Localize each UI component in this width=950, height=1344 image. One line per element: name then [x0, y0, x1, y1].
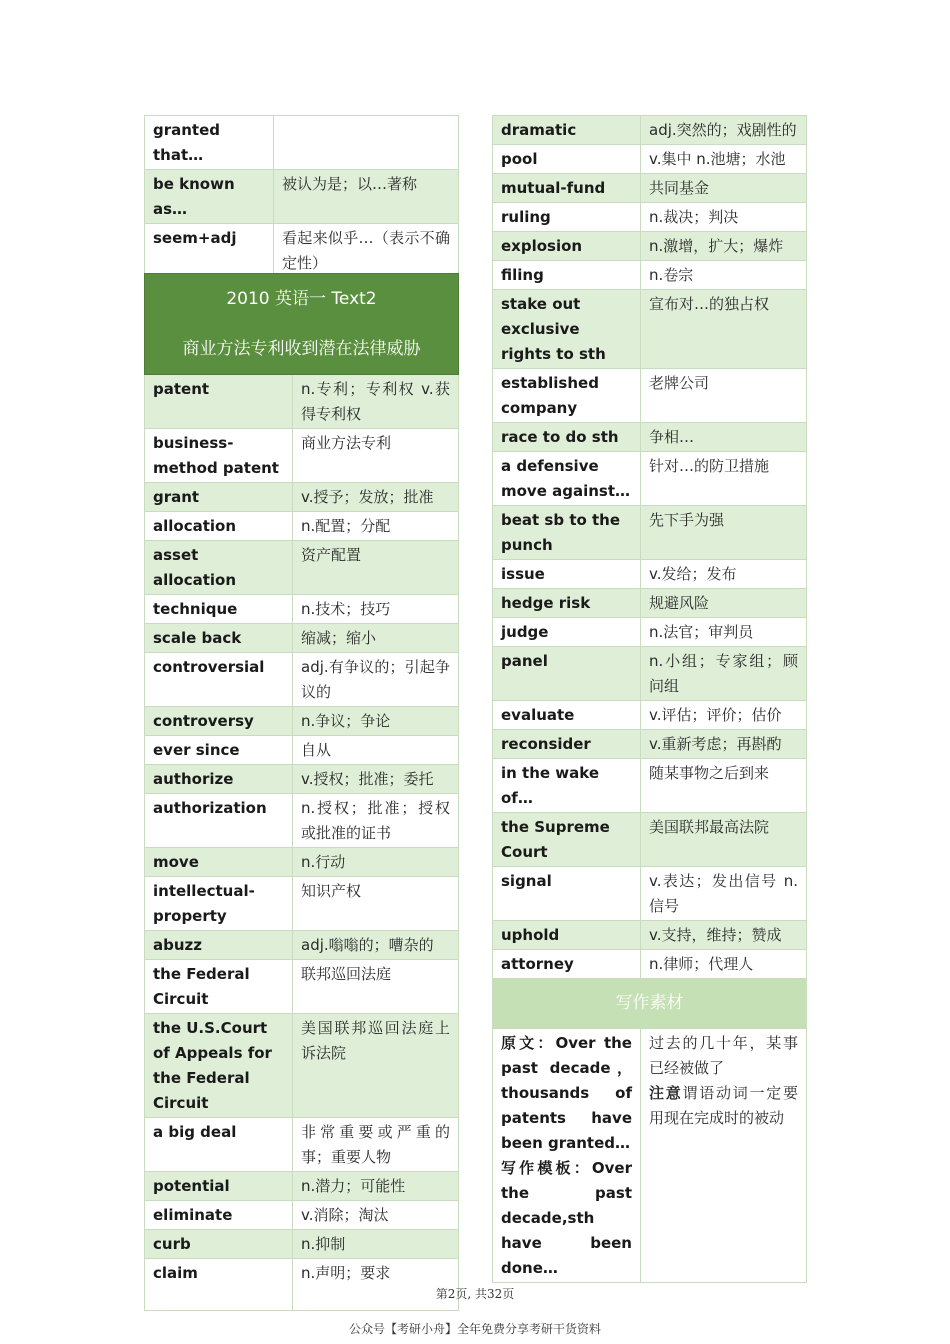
- term: race to do sth: [493, 423, 641, 452]
- term: issue: [493, 560, 641, 589]
- vocab-row: [145, 960, 459, 1014]
- term: explosion: [493, 232, 641, 261]
- vocab-row: [145, 224, 459, 278]
- definition: v.发给；发布: [641, 560, 807, 589]
- term: technique: [145, 595, 293, 624]
- term: be known as…: [145, 170, 274, 224]
- definition: n.抑制: [293, 1230, 459, 1259]
- term: scale back: [145, 624, 293, 653]
- definition: n.卷宗: [641, 261, 807, 290]
- term: stake out exclusive rights to sth: [493, 290, 641, 369]
- term: a defensive move against…: [493, 452, 641, 506]
- original-text: Over the past decade，thousands of patents have been granted…: [501, 1034, 632, 1152]
- vocab-row: [145, 429, 459, 483]
- definition: 争相…: [641, 423, 807, 452]
- vocab-row: [493, 423, 807, 452]
- term: potential: [145, 1172, 293, 1201]
- definition: adj.突然的；戏剧性的: [641, 116, 807, 145]
- definition: 美国联邦巡回法庭上诉法院: [293, 1014, 459, 1118]
- term: filing: [493, 261, 641, 290]
- definition: v.表达；发出信号 n.信号: [641, 867, 807, 921]
- vocab-table-right: [492, 115, 807, 1283]
- vocab-row: [145, 931, 459, 960]
- definition: 自从: [293, 736, 459, 765]
- term: authorization: [145, 794, 293, 848]
- writing-source-cell: [493, 1029, 641, 1283]
- vocab-row: [145, 541, 459, 595]
- vocab-row: [493, 701, 807, 730]
- vocab-row: [145, 1172, 459, 1201]
- definition: n.声明；要求: [293, 1259, 459, 1311]
- definition: 看起来似乎…（表示不确定性）: [274, 224, 459, 278]
- vocab-row: [493, 867, 807, 921]
- vocab-row: [493, 506, 807, 560]
- term: beat sb to the punch: [493, 506, 641, 560]
- term: granted that…: [145, 116, 274, 170]
- term: panel: [493, 647, 641, 701]
- definition: n.律师；代理人: [641, 950, 807, 979]
- vocab-row: [145, 595, 459, 624]
- definition: v.授权；批准；委托: [293, 765, 459, 794]
- vocab-row: [145, 707, 459, 736]
- translation-text: 过去的几十年，某事已经被做了: [649, 1034, 798, 1077]
- vocab-row: [145, 624, 459, 653]
- vocab-row: [145, 116, 459, 170]
- term: evaluate: [493, 701, 641, 730]
- term: pool: [493, 145, 641, 174]
- section-header: [145, 274, 459, 375]
- vocab-row: [493, 647, 807, 701]
- definition: 知识产权: [293, 877, 459, 931]
- term: established company: [493, 369, 641, 423]
- vocab-row: [493, 618, 807, 647]
- definition: 先下手为强: [641, 506, 807, 560]
- footer-note: 公众号【考研小舟】全年免费分享考研干货资料: [348, 1322, 601, 1336]
- vocab-row: [493, 589, 807, 618]
- vocab-row: [145, 483, 459, 512]
- term: patent: [145, 375, 293, 429]
- vocab-row: [145, 1230, 459, 1259]
- vocab-row: [493, 116, 807, 145]
- vocab-row: [493, 560, 807, 589]
- vocab-row: [145, 653, 459, 707]
- page-number: 第2页, 共32页: [435, 1287, 515, 1301]
- vocab-row: [493, 759, 807, 813]
- vocab-row: [493, 145, 807, 174]
- vocab-row: [145, 1118, 459, 1172]
- vocab-row: [493, 813, 807, 867]
- vocab-row: [145, 375, 459, 429]
- definition: 资产配置: [293, 541, 459, 595]
- vocab-table-top: [144, 115, 459, 278]
- template-label: 写作模板：: [501, 1159, 592, 1177]
- term: uphold: [493, 921, 641, 950]
- writing-translation-cell: [641, 1029, 807, 1283]
- definition: 共同基金: [641, 174, 807, 203]
- definition: n.争议；争论: [293, 707, 459, 736]
- definition: adj.有争议的；引起争议的: [293, 653, 459, 707]
- vocab-row: [493, 174, 807, 203]
- vocab-table-text2: [144, 273, 459, 1311]
- term: reconsider: [493, 730, 641, 759]
- term: judge: [493, 618, 641, 647]
- term: a big deal: [145, 1118, 293, 1172]
- definition: n.授权；批准；授权或批准的证书: [293, 794, 459, 848]
- definition: n.行动: [293, 848, 459, 877]
- definition: v.支持，维持；赞成: [641, 921, 807, 950]
- section-subtitle: 商业方法专利收到潜在法律威胁: [182, 339, 421, 359]
- term: hedge risk: [493, 589, 641, 618]
- vocab-row: [145, 512, 459, 541]
- term: signal: [493, 867, 641, 921]
- term: in the wake of…: [493, 759, 641, 813]
- definition: 宣布对…的独占权: [641, 290, 807, 369]
- vocab-row: [493, 290, 807, 369]
- term: intellectual-property: [145, 877, 293, 931]
- definition: n.潜力；可能性: [293, 1172, 459, 1201]
- term: the Supreme Court: [493, 813, 641, 867]
- term: asset allocation: [145, 541, 293, 595]
- term: ever since: [145, 736, 293, 765]
- definition: 缩减；缩小: [293, 624, 459, 653]
- term: mutual-fund: [493, 174, 641, 203]
- definition: 规避风险: [641, 589, 807, 618]
- template-text: Over the past decade,sth have been done…: [501, 1159, 632, 1277]
- vocab-row: [145, 170, 459, 224]
- term: business-method patent: [145, 429, 293, 483]
- term: controversial: [145, 653, 293, 707]
- definition: n.激增，扩大；爆炸: [641, 232, 807, 261]
- vocab-row: [493, 921, 807, 950]
- term: curb: [145, 1230, 293, 1259]
- vocab-row: [493, 261, 807, 290]
- vocab-row: [145, 1201, 459, 1230]
- original-label: 原文：: [501, 1034, 556, 1052]
- writing-heading: 写作素材: [493, 979, 807, 1029]
- vocab-row: [145, 736, 459, 765]
- term: eliminate: [145, 1201, 293, 1230]
- term: authorize: [145, 765, 293, 794]
- vocab-row: [145, 848, 459, 877]
- term: seem+adj: [145, 224, 274, 278]
- vocab-row: [493, 730, 807, 759]
- definition: adj.嗡嗡的；嘈杂的: [293, 931, 459, 960]
- definition: 非常重要或严重的事；重要人物: [293, 1118, 459, 1172]
- vocab-row: [145, 1014, 459, 1118]
- definition: 老牌公司: [641, 369, 807, 423]
- term: move: [145, 848, 293, 877]
- definition: v.授予；发放；批准: [293, 483, 459, 512]
- term: grant: [145, 483, 293, 512]
- definition: n.专利；专利权 v.获得专利权: [293, 375, 459, 429]
- note-text: 谓语动词一定要用现在完成时的被动: [649, 1084, 798, 1127]
- definition: v.评估；评价；估价: [641, 701, 807, 730]
- definition: v.重新考虑；再斟酌: [641, 730, 807, 759]
- definition: 被认为是；以…著称: [274, 170, 459, 224]
- term: claim: [145, 1259, 293, 1311]
- vocab-row: [493, 203, 807, 232]
- term: abuzz: [145, 931, 293, 960]
- term: the U.S.Court of Appeals for the Federal Circuit: [145, 1014, 293, 1118]
- definition: 联邦巡回法庭: [293, 960, 459, 1014]
- definition: 美国联邦最高法院: [641, 813, 807, 867]
- vocab-row: [493, 950, 807, 979]
- definition: 商业方法专利: [293, 429, 459, 483]
- definition: n.小组；专家组；顾问组: [641, 647, 807, 701]
- definition: v.消除；淘汰: [293, 1201, 459, 1230]
- vocab-row: [493, 369, 807, 423]
- term: controversy: [145, 707, 293, 736]
- definition: n.技术；技巧: [293, 595, 459, 624]
- definition: n.配置；分配: [293, 512, 459, 541]
- vocab-row: [493, 232, 807, 261]
- term: attorney: [493, 950, 641, 979]
- term: dramatic: [493, 116, 641, 145]
- vocab-row: [145, 794, 459, 848]
- definition: n.裁决；判决: [641, 203, 807, 232]
- section-title: 2010 英语一 Text2: [226, 289, 377, 309]
- definition: v.集中 n.池塘；水池: [641, 145, 807, 174]
- vocab-row: [145, 877, 459, 931]
- definition: [274, 116, 459, 170]
- term: ruling: [493, 203, 641, 232]
- definition: 随某事物之后到来: [641, 759, 807, 813]
- vocab-row: [145, 765, 459, 794]
- vocab-row: [493, 452, 807, 506]
- definition: 针对…的防卫措施: [641, 452, 807, 506]
- note-label: 注意: [649, 1084, 683, 1102]
- term: allocation: [145, 512, 293, 541]
- term: the Federal Circuit: [145, 960, 293, 1014]
- definition: n.法官；审判员: [641, 618, 807, 647]
